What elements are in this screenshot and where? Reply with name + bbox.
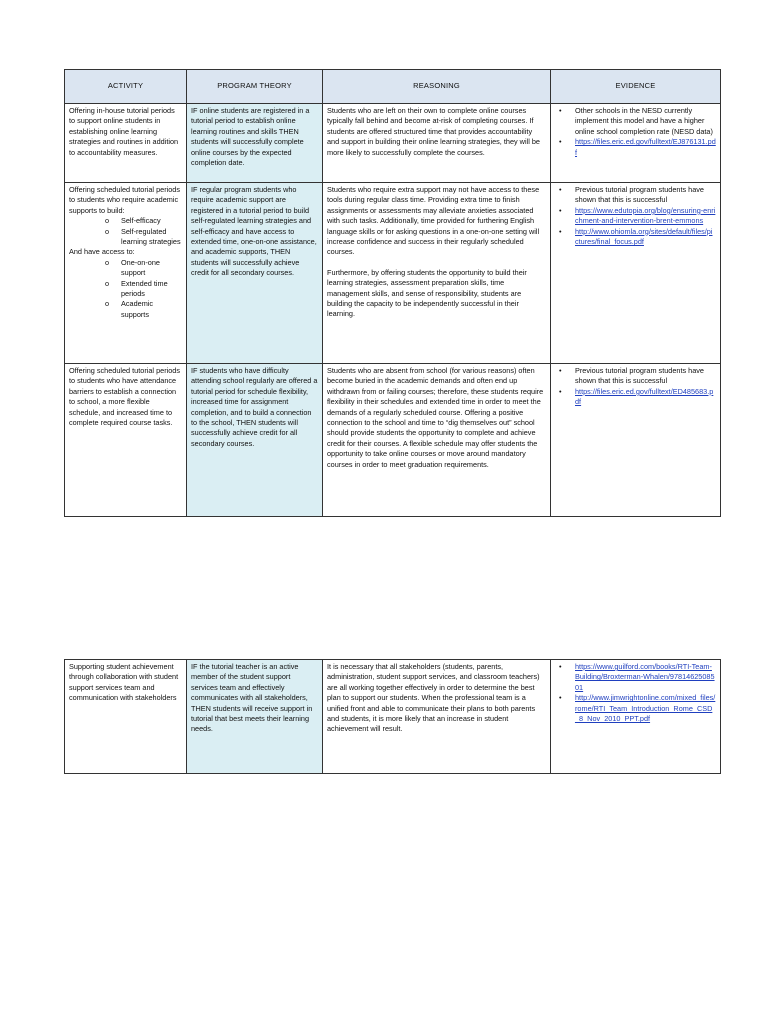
evidence-list xyxy=(555,366,716,408)
activity-cell: Offering in-house tutorial periods to support online students in establishing online learning strategies and routines in addition to accountability measures. xyxy=(65,104,187,183)
table-row xyxy=(65,183,721,364)
evidence-cell xyxy=(551,104,721,183)
evidence-item xyxy=(575,662,716,693)
evidence-link[interactable]: https://www.edutopia.org/blog/ensuring-enrichment-and-intervention-brent-emmons xyxy=(575,205,716,226)
activity-sublist xyxy=(69,258,182,320)
evidence-item: • Previous tutorial program students have shown that this is successful xyxy=(575,185,716,206)
reasoning-paragraph: Furthermore, by offering students the opportunity to build their learning strategies, assessment preparation skills, time management skills, and sense of responsibility, students are building the capacity to be independently successful in their learning. xyxy=(327,267,527,319)
evidence-link[interactable]: https://files.eric.ed.gov/fulltext/EJ876131.pdf xyxy=(575,137,716,157)
evidence-cell xyxy=(551,183,721,364)
evidence-list xyxy=(555,106,716,158)
activity-table xyxy=(64,69,721,517)
evidence-cell xyxy=(551,364,721,517)
evidence-item xyxy=(575,137,716,158)
list-item: o One-on-one support xyxy=(121,258,182,279)
evidence-link[interactable]: https://www.guilford.com/books/RTI-Team-Building/Broxterman-Whalen/9781462508501 xyxy=(575,662,715,692)
evidence-item xyxy=(575,387,716,408)
list-item: o Extended time periods xyxy=(121,279,182,300)
reasoning-paragraph: Students who require extra support may not have access to these tools during regular class time. Providing extra time to finish assignments or assessments may alleviate anxieties associated with such tasks. Additionally, time provided for furthering English language skills or for asking questions in a one-on-one setting will increase confidence and success in their regularly scheduled courses. xyxy=(327,185,540,257)
theory-cell: IF regular program students who require academic support are registered in a tutorial period to build self-regulated learning strategies and self-efficacy and have access to extended time, one-on-one assistance, and academic supports, THEN students will successfully achieve credit for all secondary courses. xyxy=(187,183,323,364)
activity-cell xyxy=(65,183,187,364)
evidence-link[interactable]: https://files.eric.ed.gov/fulltext/ED485683.pdf xyxy=(575,386,714,407)
table-row xyxy=(65,104,721,183)
activity-intro: Offering scheduled tutorial periods to students who require academic supports to build: xyxy=(69,185,181,215)
reasoning-cell: Students who are left on their own to complete online courses typically fall behind and become at-risk of completing courses. If students are offered structured time that provides accountability and support in building their online learning strategies, they will be more likely to successfully complete the courses. xyxy=(323,104,551,183)
reasoning-cell xyxy=(323,183,551,364)
activity-cell: Offering scheduled tutorial periods to students who have attendance barriers to establish a connection to school, a more flexible schedule, and increased time to complete required course tasks. xyxy=(65,364,187,517)
header-row xyxy=(65,70,721,104)
continuation-table xyxy=(64,659,721,774)
header-activity: ACTIVITY xyxy=(65,70,187,104)
table-row xyxy=(65,364,721,517)
activity-sublist xyxy=(69,216,182,247)
reasoning-cell: It is necessary that all stakeholders (students, parents, administration, student support services, and classroom teachers) are all working together effectively in order to determine the best plan to support our students. When the professional team is a unified front and able to communicate their plans to both parents and students, it is more likely that an increase in student achievement will result. xyxy=(323,660,551,774)
evidence-list xyxy=(555,185,716,247)
activity-mid: And have access to: xyxy=(69,247,135,257)
header-reasoning: REASONING xyxy=(323,70,551,104)
theory-cell: IF online students are registered in a tutorial period to establish online learning routines and skills THEN students will successfully complete online courses by the expected completion date. xyxy=(187,104,323,183)
header-evidence: EVIDENCE xyxy=(551,70,721,104)
list-item: o Academic supports xyxy=(121,299,182,320)
list-item: o Self-efficacy xyxy=(121,216,182,226)
header-program-theory: PROGRAM THEORY xyxy=(187,70,323,104)
evidence-link[interactable]: http://www.jimwrightonline.com/mixed_files/rome/RTI_Team_Introduction_Rome_CSD_8_Nov_2010_PPT.pdf xyxy=(575,693,716,724)
theory-cell: IF the tutorial teacher is an active member of the student support services team and effectively communicates with all stakeholders, THEN students will receive support in tutorial that best meets their learning needs. xyxy=(187,660,323,774)
evidence-item: • Other schools in the NESD currently implement this model and have a higher online school completion rate (NESD data) xyxy=(575,106,716,137)
evidence-item xyxy=(575,227,716,248)
table-row xyxy=(65,660,721,774)
evidence-list xyxy=(555,662,716,724)
theory-cell: IF students who have difficulty attending school regularly are offered a tutorial period for schedule flexibility, increased time for assignment completion, and to build a connection to the school, THEN students will successfully achieve credit for all secondary courses. xyxy=(187,364,323,517)
evidence-link[interactable]: http://www.ohiomla.org/sites/default/files/pictures/final_focus.pdf xyxy=(575,226,713,247)
evidence-cell xyxy=(551,660,721,774)
reasoning-cell: Students who are absent from school (for various reasons) often become buried in the academic demands and often end up withdrawn from or failing courses; therefore, these students require flexibility in their schedules and extended time in order to meet the demands of a regularly scheduled course. Offering a positive connection to the school and time to “dig themselves out” school should provide students the opportunity to complete and achieve credit for their courses. A flexible schedule may offer students the opportunity to take online courses or move around mandatory courses in order to meet graduation requirements. xyxy=(323,364,551,517)
activity-cell: Supporting student achievement through collaboration with student support services team and communication with stakeholders xyxy=(65,660,187,774)
evidence-item: • Previous tutorial program students have shown that this is successful xyxy=(575,366,716,387)
evidence-item xyxy=(575,206,716,227)
evidence-item xyxy=(575,693,716,724)
list-item: o Self-regulated learning strategies xyxy=(121,227,182,248)
